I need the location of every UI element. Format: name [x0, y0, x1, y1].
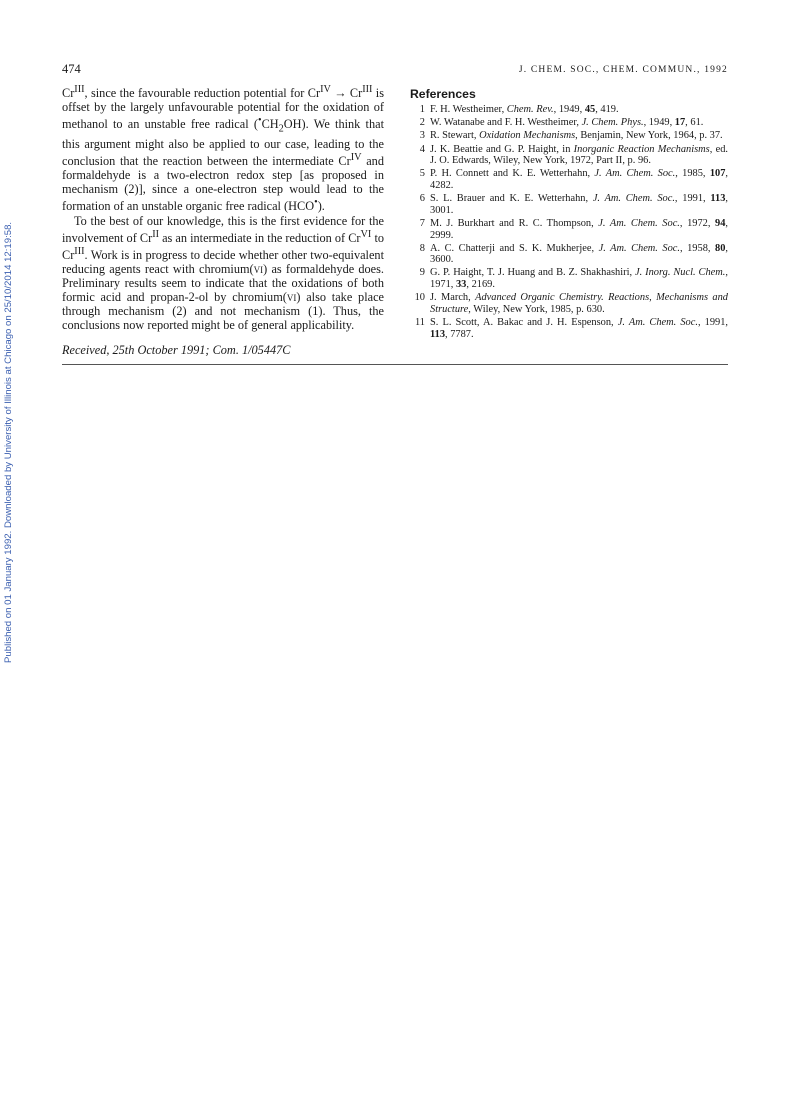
reference-text: F. H. Westheimer, Chem. Rev., 1949, 45, 419. — [430, 104, 619, 115]
reference-number: 4 — [419, 143, 425, 155]
reference-text: M. J. Burkhart and R. C. Thompson, J. Am. Chem. Soc., 1972, 94, 2999. — [430, 217, 729, 241]
reference-item — [410, 104, 728, 116]
reference-item — [410, 144, 728, 167]
reference-number: 2 — [419, 117, 425, 129]
received-note: Received, 25th October 1991; Com. 1/05447C — [62, 342, 291, 357]
reference-number: 10 — [414, 292, 425, 304]
reference-text: J. K. Beattie and G. P. Haight, in Inorganic Reaction Mechanisms, ed. J. O. Edwards, Wiley, New York, 1972, Part II, p. 96. — [430, 143, 728, 167]
reference-number: 11 — [414, 317, 425, 329]
reference-text: A. C. Chatterji and S. K. Mukherjee, J. Am. Chem. Soc., 1958, 80, 3600. — [430, 242, 728, 266]
body-text-column — [62, 83, 384, 357]
reference-item — [410, 193, 728, 216]
reference-item — [410, 317, 728, 340]
reference-item — [410, 168, 728, 191]
page-number: 474 — [62, 62, 81, 76]
reference-number: 1 — [419, 104, 425, 115]
reference-text: G. P. Haight, T. J. Huang and B. Z. Shakhashiri, J. Inorg. Nucl. Chem., 1971, 33, 2169. — [430, 267, 728, 291]
body-paragraph: $Cr^{III}$, since the favourable reduction potential for $Cr^{IV} \to Cr^{III}$ is offset by the largely unfavourable potential for the oxidation of methanol to an unstable free radical $(^•CH_2OH)$. We think that this argument might also be applied to our case, leading to the conclusion that the reaction between the intermediate $Cr^{IV}$ and formaldehyde is a two-electron redox step [as proposed in mechanism (2)], since a one-electron step would lead to the formation of an unstable organic free radical (HCO•). — [62, 84, 385, 214]
reference-text: J. March, Advanced Organic Chemistry. Reactions, Mechanisms and Structure, Wiley, New York, 1985, p. 630. — [430, 292, 728, 315]
reference-text: R. Stewart, Oxidation Mechanisms, Benjamin, New York, 1964, p. 37. — [430, 130, 723, 142]
reference-number: 3 — [419, 130, 425, 142]
reference-text: P. H. Connett and K. E. Wetterhahn, J. Am. Chem. Soc., 1985, 107, 4282. — [430, 168, 729, 191]
reference-number: 6 — [419, 193, 425, 205]
reference-number: 7 — [419, 217, 425, 229]
references-heading: References — [410, 87, 476, 101]
reference-text: S. L. Brauer and K. E. Wetterhahn, J. Am. Chem. Soc., 1991, 113, 3001. — [430, 193, 728, 216]
reference-item — [410, 218, 728, 241]
section-divider — [62, 364, 728, 365]
reference-text: S. L. Scott, A. Bakac and J. H. Espenson, J. Am. Chem. Soc., 1991, 113, 7787. — [430, 317, 729, 340]
download-watermark: Published on 01 January 1992. Downloaded by University of Illinois at Chicago on 25/10/2014 12:19:58. — [3, 221, 14, 663]
reference-item — [410, 130, 728, 142]
references-section — [410, 87, 728, 342]
running-head: J. CHEM. SOC., CHEM. COMMUN., 1992 — [518, 65, 728, 75]
reference-item — [410, 292, 728, 315]
reference-list — [410, 104, 728, 340]
reference-item — [410, 117, 728, 129]
reference-number: 9 — [419, 267, 425, 279]
reference-item — [410, 267, 728, 290]
reference-number: 8 — [419, 242, 425, 254]
body-paragraph: To the best of our knowledge, this is the first evidence for the involvement of $Cr^{II}$ as an intermediate in the reduction of $Cr^{VI}$ to $Cr^{III}$. Work is in progress to decide whether other two-equivalent reducing agents react with chromium(vi) as formaldehyde does. Preliminary results seem to indicate that the oxidations of both formic acid and propan-2-ol by chromium(vi) also take place through mechanism (2) and not mechanism (1). Thus, the conclusions now reported might be of general applicability. — [62, 213, 385, 333]
reference-number: 5 — [419, 168, 425, 180]
reference-item — [410, 243, 728, 266]
reference-text: W. Watanabe and F. H. Westheimer, J. Chem. Phys., 1949, 17, 61. — [430, 117, 704, 129]
